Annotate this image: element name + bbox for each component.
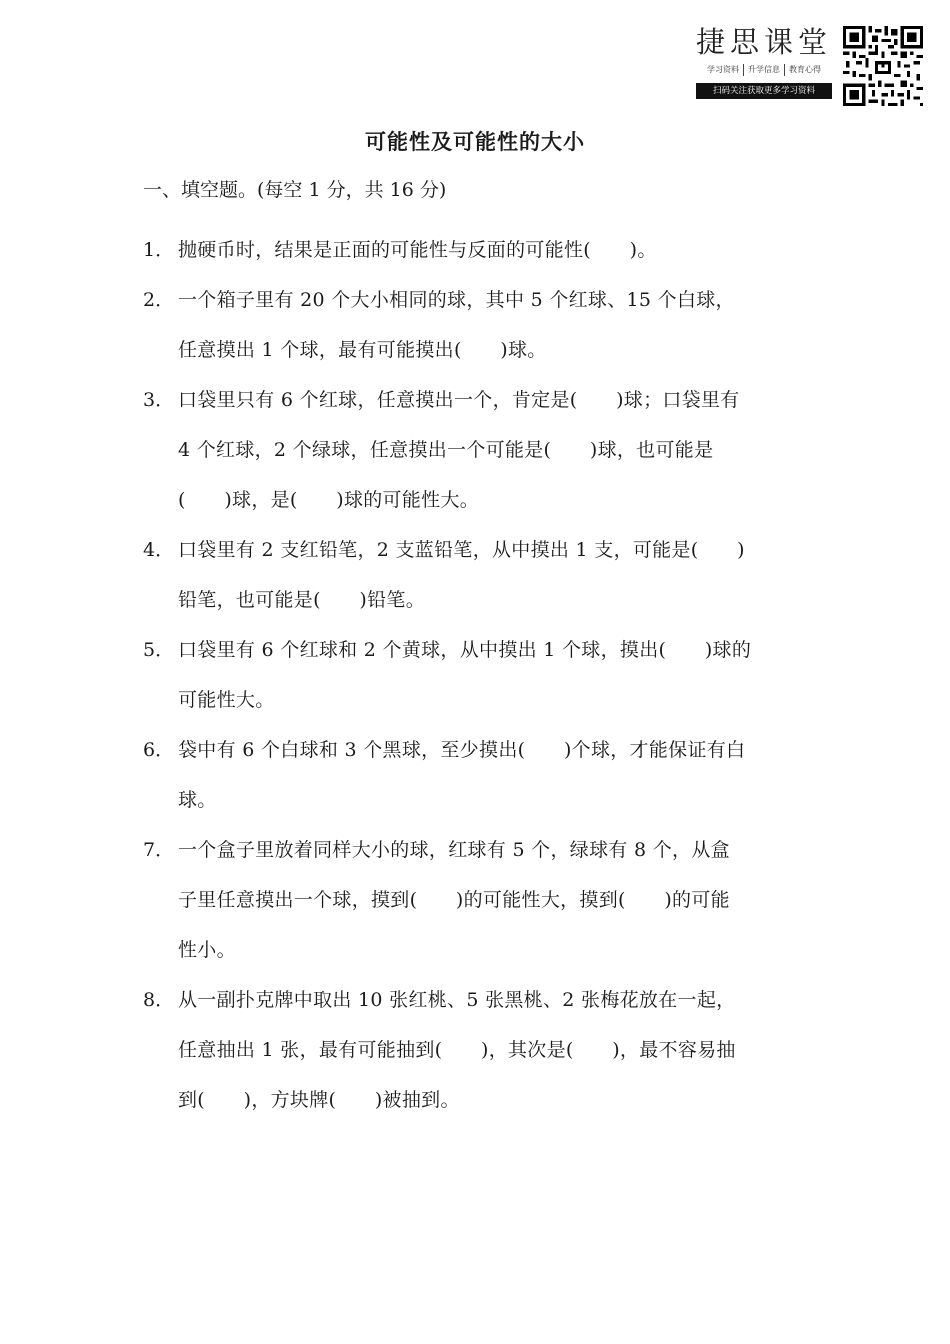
question-6 xyxy=(143,725,813,825)
section-heading: 一、填空题。(每空 1 分，共 16 分) xyxy=(143,179,447,201)
question-text-line: 抛硬币时，结果是正面的可能性与反面的可能性( )。 xyxy=(178,239,657,261)
question-2 xyxy=(143,275,813,375)
question-text-line: 可能性大。 xyxy=(178,689,275,711)
page-title: 可能性及可能性的大小 xyxy=(365,130,585,154)
question-text-line: 铅笔，也可能是( )铅笔。 xyxy=(178,589,426,611)
question-7 xyxy=(143,825,813,975)
question-text-line: 口袋里有 2 支红铅笔，2 支蓝铅笔，从中摸出 1 支，可能是( ) xyxy=(178,539,745,561)
question-text-line: 性小。 xyxy=(178,939,236,961)
question-text-line: 任意抽出 1 张，最有可能抽到( )，其次是( )，最不容易抽 xyxy=(178,1039,736,1061)
question-number: 5． xyxy=(143,639,175,661)
question-text-line: 到( )，方块牌( )被抽到。 xyxy=(178,1089,460,1111)
question-number: 2． xyxy=(143,289,175,311)
question-text-line: 口袋里有 6 个红球和 2 个黄球，从中摸出 1 个球，摸出( )球的 xyxy=(178,639,752,661)
question-number: 8． xyxy=(143,989,175,1011)
question-text-line: 从一副扑克牌中取出 10 张红桃、5 张黑桃、2 张梅花放在一起， xyxy=(178,989,736,1011)
question-text-line: 一个箱子里有 20 个大小相同的球，其中 5 个红球、15 个白球， xyxy=(178,289,735,311)
question-text-line: 口袋里只有 6 个红球，任意摸出一个，肯定是( )球；口袋里有 xyxy=(178,389,740,411)
brand-tag: 教育心得 xyxy=(789,65,821,74)
question-list xyxy=(143,225,813,1125)
brand-tags xyxy=(696,64,832,76)
question-text-line: 子里任意摸出一个球，摸到( )的可能性大，摸到( )的可能 xyxy=(178,889,730,911)
brand-logo xyxy=(696,24,832,99)
question-3 xyxy=(143,375,813,525)
question-number: 6． xyxy=(143,739,175,761)
question-number: 1． xyxy=(143,239,175,261)
question-8 xyxy=(143,975,813,1125)
brand-name: 捷思课堂 xyxy=(696,25,833,59)
question-4 xyxy=(143,525,813,625)
question-number: 4． xyxy=(143,539,175,561)
question-text-line: 一个盒子里放着同样大小的球，红球有 5 个，绿球有 8 个，从盒 xyxy=(178,839,730,861)
question-text-line: 任意摸出 1 个球，最有可能摸出( )球。 xyxy=(178,339,547,361)
qr-code-icon xyxy=(843,26,923,106)
question-number: 7． xyxy=(143,839,175,861)
question-1 xyxy=(143,225,813,275)
question-5 xyxy=(143,625,813,725)
brand-banner: 扫码关注获取更多学习资料 xyxy=(696,83,832,99)
question-number: 3． xyxy=(143,389,175,411)
question-text-line: 袋中有 6 个白球和 3 个黑球，至少摸出( )个球，才能保证有白 xyxy=(178,739,746,761)
question-text-line: 4 个红球，2 个绿球，任意摸出一个可能是( )球，也可能是 xyxy=(178,439,714,461)
brand-tag: 学习资料 xyxy=(703,64,744,76)
question-text-line: 球。 xyxy=(178,789,217,811)
brand-tag: 升学信息 xyxy=(744,64,785,76)
question-text-line: ( )球，是( )球的可能性大。 xyxy=(178,489,480,511)
